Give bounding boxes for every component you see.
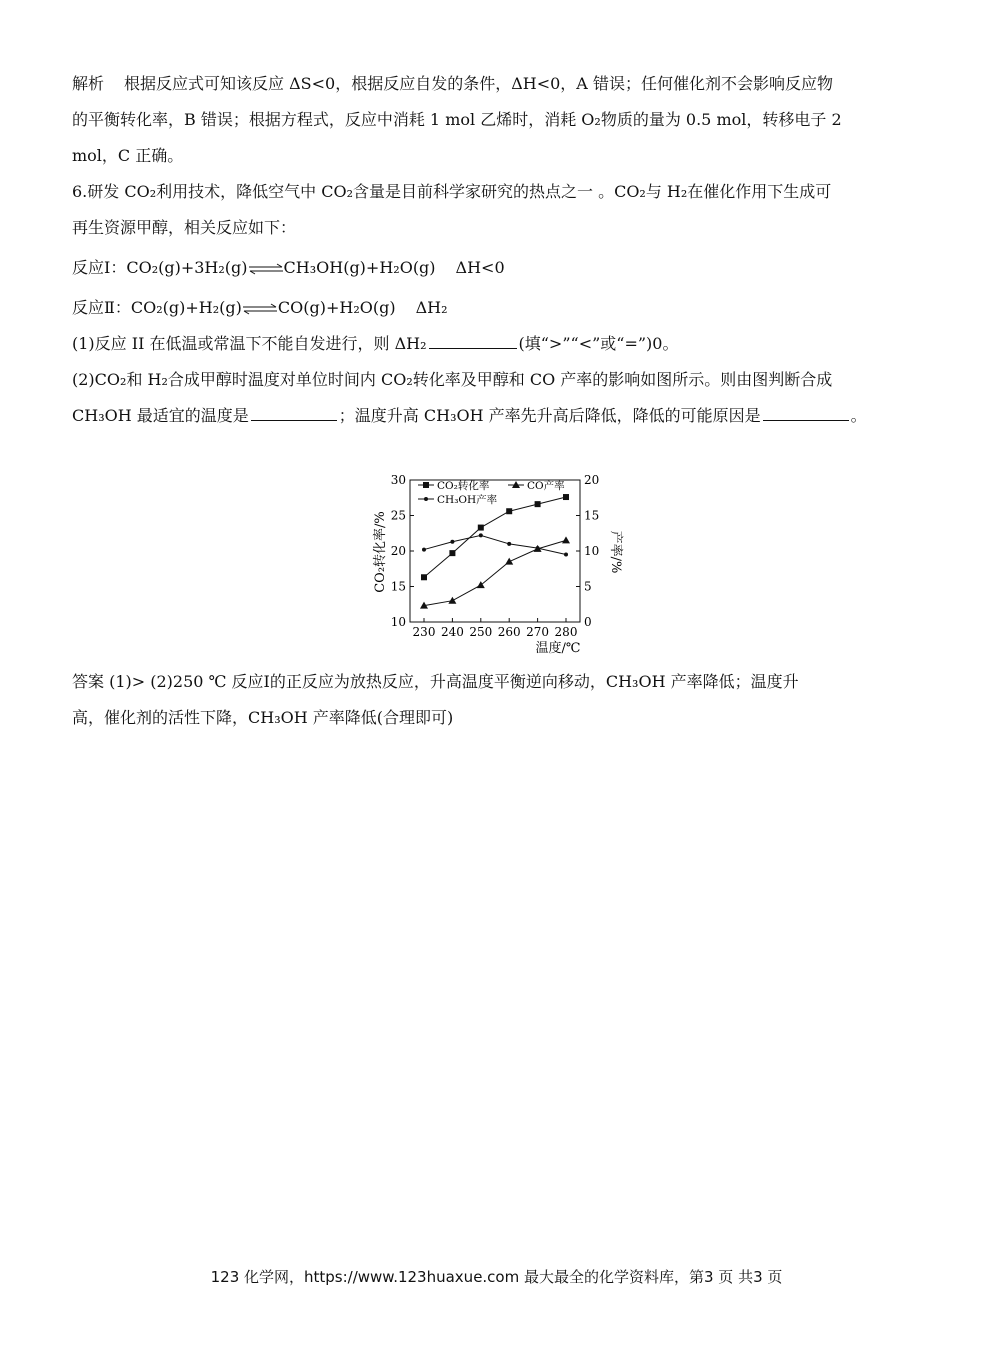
y-right-tick-label: 10 (584, 544, 600, 558)
y-left-tick-label: 20 (390, 544, 406, 558)
y-left-tick-label: 10 (390, 615, 406, 629)
analysis-line-2: 的平衡转化率，B 错误；根据方程式，反应中消耗 1 mol 乙烯时，消耗 O₂物质的量为 0.5 mol，转移电子 2 (72, 110, 842, 129)
y-left-tick-label: 25 (390, 508, 406, 523)
data-point (450, 540, 454, 544)
data-point (536, 546, 540, 550)
data-point (422, 548, 426, 552)
x-axis-label: 温度/℃ (535, 641, 581, 656)
line-chart (362, 466, 623, 662)
answer-blank (763, 406, 849, 421)
answer-blank (429, 334, 517, 349)
data-point (506, 508, 512, 514)
reaction-2 (72, 298, 448, 318)
chart-figure (362, 466, 623, 662)
legend-label: CO产率 (527, 480, 565, 492)
y-axis-right-label: 产率/% (608, 530, 623, 574)
analysis-label: 解析 (72, 74, 105, 93)
question-stem-line-1: 6.研发 CO₂利用技术，降低空气中 CO₂含量是目前科学家研究的热点之一 。CO₂与 H₂在催化作用下生成可 (72, 182, 832, 201)
data-point (563, 494, 569, 500)
reaction-1-products: CH₃OH(g)+H₂O(g) (283, 258, 436, 277)
legend-marker (423, 482, 429, 488)
sub-question-2-line-1: (2)CO₂和 H₂合成甲醇时温度对单位时间内 CO₂转化率及甲醇和 CO 产率的影响如图所示。则由图判断合成 (72, 370, 833, 389)
y-right-tick-label: 20 (584, 473, 600, 487)
data-point (478, 525, 484, 531)
data-point (449, 550, 455, 556)
reaction-2-enthalpy: ΔH₂ (415, 298, 448, 317)
legend-label: CH₃OH产率 (437, 494, 498, 506)
reaction-1-label: 反应Ⅰ： (72, 258, 127, 277)
sub-question-2-line-2: CH₃OH 最适宜的温度是 ；温度升高 CH₃OH 产率先升高后降低，降低的可能原因是 。 (72, 406, 867, 425)
reaction-2-label: 反应Ⅱ： (72, 298, 131, 317)
answer-line-2: 高，催化剂的活性下降，CH₃OH 产率降低(合理即可) (72, 708, 454, 727)
reaction-1-enthalpy: ΔH<0 (455, 258, 505, 277)
analysis-line-1: 解析 根据反应式可知该反应 ΔS<0，根据反应自发的条件，ΔH<0，A 错误；任何催化剂不会影响反应物 (72, 74, 833, 93)
reaction-2-products: CO(g)+H₂O(g) (277, 298, 396, 317)
y-right-tick-label: 5 (584, 579, 592, 594)
answer-blank (251, 406, 337, 421)
reaction-2-reactants: CO₂(g)+H₂(g) (130, 298, 242, 317)
y-left-tick-label: 30 (390, 473, 406, 487)
equilibrium-arrow-icon (248, 263, 284, 275)
reaction-1 (72, 258, 505, 278)
data-point (421, 574, 427, 580)
reaction-1-reactants: CO₂(g)+3H₂(g) (126, 258, 248, 277)
y-right-tick-label: 15 (584, 508, 600, 523)
series-line-2 (424, 535, 566, 554)
x-tick-label: 280 (554, 625, 578, 639)
chart-legend (418, 479, 565, 506)
data-point (448, 597, 456, 604)
series-line-0 (424, 497, 566, 577)
data-point (507, 542, 511, 546)
data-point (535, 501, 541, 507)
x-tick-label: 230 (412, 625, 436, 639)
data-point (479, 533, 483, 537)
y-right-tick-label: 0 (584, 615, 592, 629)
data-point (564, 553, 568, 557)
x-tick-label: 260 (497, 625, 521, 639)
x-tick-label: 240 (440, 625, 464, 639)
data-point (562, 536, 570, 543)
answer-line-1: 答案 (1)> (2)250 ℃ 反应Ⅰ的正反应为放热反应，升高温度平衡逆向移动，CH₃OH 产率降低；温度升 (72, 672, 799, 691)
equilibrium-arrow-icon (242, 303, 278, 315)
data-point (505, 558, 513, 565)
y-left-tick-label: 15 (390, 579, 406, 594)
legend-label: CO₂转化率 (437, 480, 490, 492)
x-tick-label: 250 (469, 625, 493, 639)
analysis-line-3: mol，C 正确。 (72, 146, 184, 165)
legend-marker (424, 497, 428, 501)
y-axis-left-label: CO₂转化率/% (373, 511, 388, 593)
x-tick-label: 270 (526, 625, 550, 639)
question-stem-line-2: 再生资源甲醇，相关反应如下： (72, 218, 297, 237)
sub-question-1: (1)反应 II 在低温或常温下不能自发进行，则 ΔH₂ (填“>”“<”或“=”)0。 (72, 334, 679, 353)
page-footer: 123 化学网，https://www.123huaxue.com 最大最全的化学资料库，第3 页 共3 页 (210, 1268, 783, 1286)
